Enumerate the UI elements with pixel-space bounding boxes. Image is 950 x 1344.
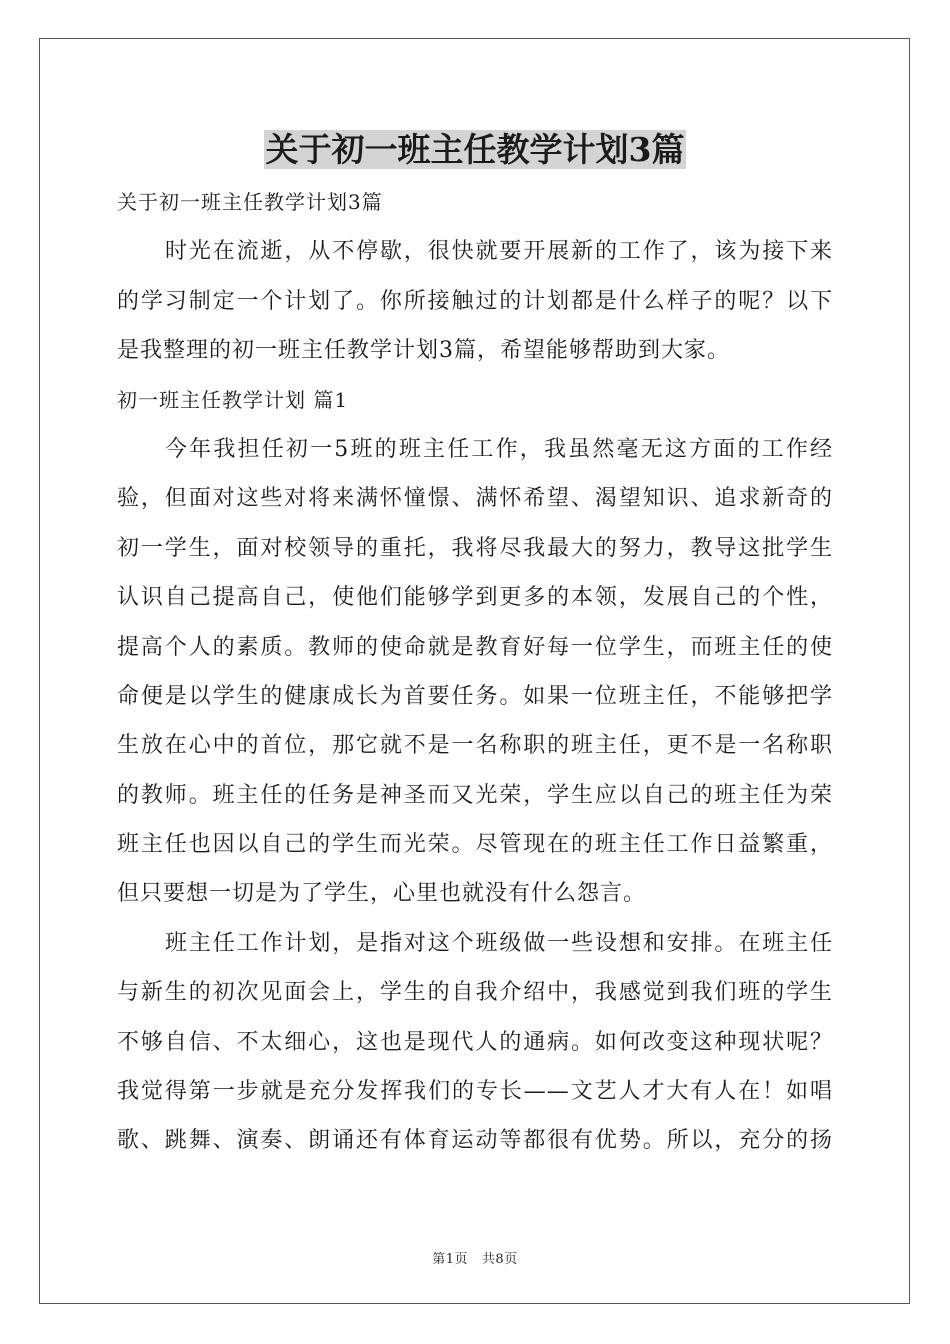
doc-line: 的学习制定一个计划了。你所接触过的计划都是什么样子的呢？以下 (117, 288, 833, 314)
document-body (117, 178, 833, 1166)
doc-line: 验，但面对这些对将来满怀憧憬、满怀希望、渴望知识、追求新奇的 (117, 486, 833, 512)
doc-line: 班主任也因以自己的学生而光荣。尽管现在的班主任工作日益繁重， (117, 832, 833, 858)
doc-line: 认识自己提高自己，使他们能够学到更多的本领，发展自己的个性， (117, 585, 833, 611)
doc-line: 关于初一班主任教学计划3篇 (117, 190, 383, 214)
doc-line: 歌、跳舞、演奏、朗诵还有体育运动等都很有优势。所以，充分的扬 (117, 1128, 833, 1154)
doc-line: 班主任工作计划，是指对这个班级做一些设想和安排。在班主任 (165, 930, 833, 956)
document-title-text: 关于初一班主任教学计划3篇 (265, 130, 685, 169)
doc-line: 初一学生，面对校领导的重托，我将尽我最大的努力，教导这批学生 (117, 535, 833, 561)
doc-line: 不够自信、不太细心，这也是现代人的通病。如何改变这种现状呢？ (117, 1029, 833, 1055)
doc-line: 时光在流逝，从不停歇，很快就要开展新的工作了，该为接下来 (165, 239, 833, 265)
doc-line: 今年我担任初一5班的班主任工作，我虽然毫无这方面的工作经 (165, 436, 833, 462)
doc-line: 与新生的初次见面会上，学生的自我介绍中，我感觉到我们班的学生 (117, 980, 833, 1006)
doc-line: 我觉得第一步就是充分发挥我们的专长——文艺人才大有人在！如唱 (117, 1079, 833, 1105)
page-footer: 第1页 共8页 (432, 1252, 518, 1267)
doc-line: 生放在心中的首位，那它就不是一名称职的班主任，更不是一名称职 (117, 733, 833, 759)
doc-line: 是我整理的初一班主任教学计划3篇，希望能够帮助到大家。 (117, 338, 730, 364)
document-title (0, 128, 950, 172)
doc-line: 但只要想一切是为了学生，心里也就没有什么怨言。 (117, 881, 647, 907)
doc-line: 提高个人的素质。教师的使命就是教育好每一位学生，而班主任的使 (117, 634, 833, 660)
doc-line: 的教师。班主任的任务是神圣而又光荣，学生应以自己的班主任为荣 (117, 782, 833, 808)
doc-line: 命便是以学生的健康成长为首要任务。如果一位班主任，不能够把学 (117, 683, 833, 709)
section-heading: 初一班主任教学计划 篇1 (117, 387, 349, 412)
